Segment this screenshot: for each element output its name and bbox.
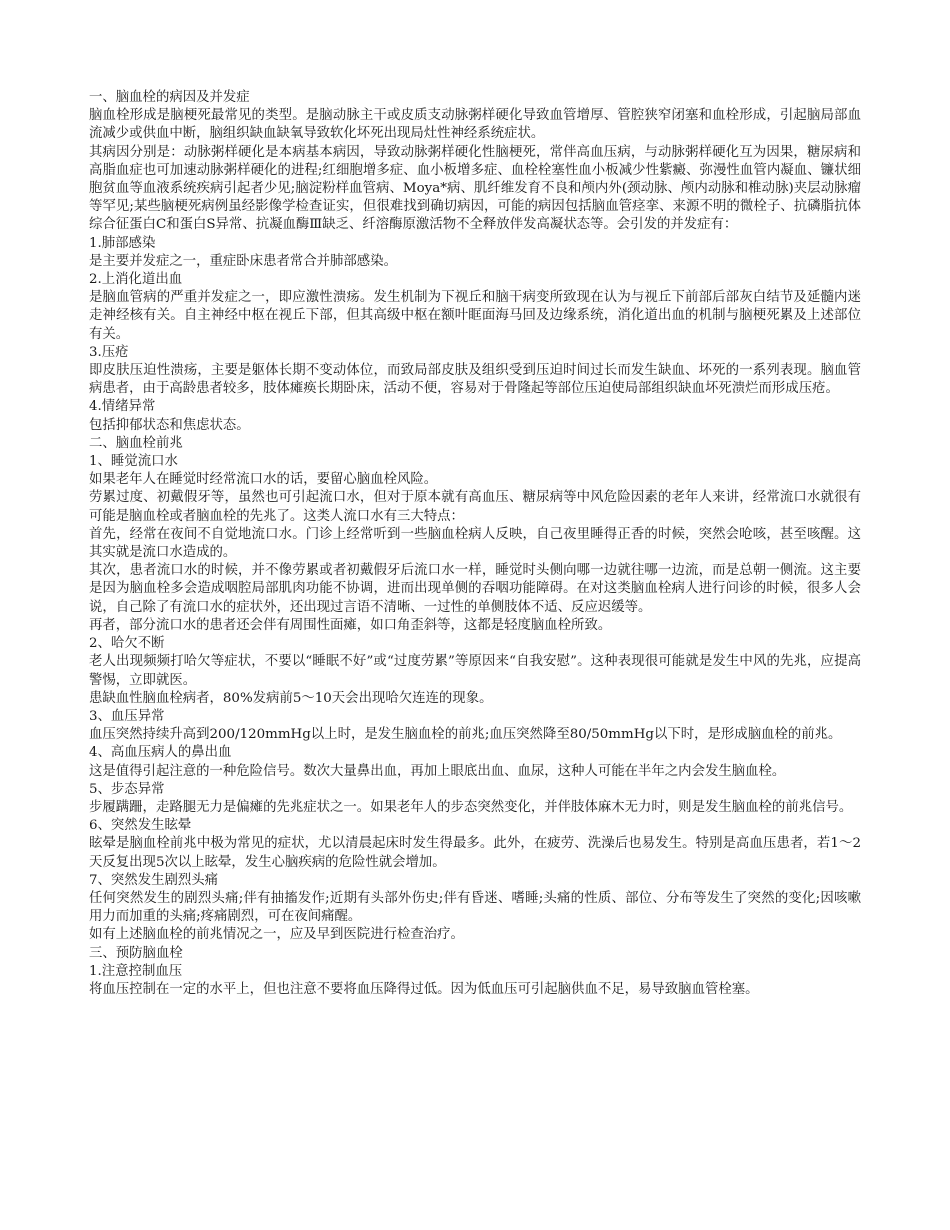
paragraph: 劳累过度、初戴假牙等，虽然也可引起流口水，但对于原本就有高血压、糖尿病等中风危险因素的老年人来讲，经常流口水就很有可能是脑血栓或者脑血栓的先兆了。这类人流口水有三大特点： [89,490,861,524]
paragraph: 再者，部分流口水的患者还会伴有周围性面瘫，如口角歪斜等，这都是轻度脑血栓所致。 [89,617,612,633]
section-heading: 三、预防脑血栓 [89,945,183,961]
paragraph: 将血压控制在一定的水平上，但也注意不要将血压降得过低。因为低血压可引起脑供血不足，易导致脑血管栓塞。 [89,981,759,997]
paragraph: 任何突然发生的剧烈头痛;伴有抽搐发作;近期有头部外伤史;伴有昏迷、嗜睡;头痛的性质、部位、分布等发生了突然的变化;因咳嗽用力而加重的头痛;疼痛剧烈，可在夜间痛醒。 [89,890,861,925]
paragraph: 如果老年人在睡觉时经常流口水的话，要留心脑血栓风险。 [89,472,438,488]
subheading: 2、哈欠不断 [89,636,165,652]
paragraph: 患缺血性脑血栓病者，80%发病前5～10天会出现哈欠连连的现象。 [89,690,493,706]
paragraph: 首先，经常在夜间不自觉地流口水。门诊上经常听到一些脑血栓病人反映，自己夜里睡得正香的时候，突然会呛咳，甚至咳醒。这其实就是流口水造成的。 [89,526,861,561]
paragraph: 老人出现频频打哈欠等症状，不要以“睡眠不好”或“过度劳累”等原因来“自我安慰”。这种表现很可能就是发生中风的先兆，应提高警惕，立即就医。 [89,654,861,688]
subheading: 3、血压异常 [89,708,165,724]
paragraph: 脑血栓形成是脑梗死最常见的类型。是脑动脉主干或皮质支动脉粥样硬化导致血管增厚、管腔狭窄闭塞和血栓形成，引起脑局部血流减少或供血中断，脑组织缺血缺氧导致软化坏死出现局灶性神经系统症状。 [89,108,861,142]
subheading: 6、突然发生眩晕 [89,818,192,834]
subheading: 5、步态异常 [89,781,165,797]
paragraph: 是主要并发症之一，重症卧床患者常合并肺部感染。 [89,253,397,269]
paragraph: 这是值得引起注意的一种危险信号。数次大量鼻出血，再加上眼底出血、血尿，这种人可能在半年之内会发生脑血栓。 [89,763,786,779]
paragraph: 眩晕是脑血栓前兆中极为常见的症状，尤以清晨起床时发生得最多。此外，在疲劳、洗澡后也易发生。特别是高血压患者，若1～2天反复出现5次以上眩晕，发生心脑疾病的危险性就会增加。 [89,836,861,870]
paragraph: 包括抑郁状态和焦虑状态。 [89,417,250,433]
subheading: 1.注意控制血压 [89,963,183,979]
paragraph: 其病因分别是：动脉粥样硬化是本病基本病因，导致动脉粥样硬化性脑梗死，常伴高血压病，与动脉粥样硬化互为因果，糖尿病和高脂血症也可加速动脉粥样硬化的进程;红细胞增多症、血小板增多症、血栓栓塞性血小板减少性紫癜、弥漫性血管内凝血、镰状细胞贫血等血液系统疾病引起者少见;脑淀粉样血管病、Moya*病、肌纤维发育不良和颅内外(颈动脉、颅内动脉和椎动脉)夹层动脉瘤等罕见;某些脑梗死病例虽经影像学检查证实，但很难找到确切病因，可能的病因包括脑血管痉挛、来源不明的微栓子、抗磷脂抗体综合征蛋白C和蛋白S异常、抗凝血酶Ⅲ缺乏、纤溶酶原激活物不全释放伴发高凝状态等。会引发的并发症有： [89,144,861,233]
section-heading: 二、脑血栓前兆 [89,435,183,451]
subheading: 4.情绪异常 [89,399,156,415]
subheading: 2.上消化道出血 [89,272,183,288]
paragraph: 血压突然持续升高到200/120mmHg以上时，是发生脑血栓的前兆;血压突然降至80/50mmHg以下时，是形成脑血栓的前兆。 [89,727,842,743]
subheading: 4、高血压病人的鼻出血 [89,745,232,761]
subheading: 3.压疮 [89,344,129,360]
subheading: 7、突然发生剧烈头痛 [89,872,219,888]
subheading: 1、睡觉流口水 [89,454,178,470]
paragraph: 其次，患者流口水的时候，并不像劳累或者初戴假牙后流口水一样，睡觉时头侧向哪一边就往哪一边流，而是总朝一侧流。这主要是因为脑血栓多会造成咽腔局部肌肉功能不协调，进而出现单侧的吞咽功能障碍。在对这类脑血栓病人进行问诊的时候，很多人会说，自己除了有流口水的症状外，还出现过言语不清晰、一过性的单侧肢体不适、反应迟缓等。 [89,563,861,615]
paragraph: 是脑血管病的严重并发症之一，即应激性溃疡。发生机制为下视丘和脑干病变所致现在认为与视丘下前部后部灰白结节及延髓内迷走神经核有关。自主神经中枢在视丘下部，但其高级中枢在额叶眶面海马回及边缘系统，消化道出血的机制与脑梗死累及上述部位有关。 [89,290,861,342]
section-heading: 一、脑血栓的病因及并发症 [89,90,250,105]
paragraph: 即皮肤压迫性溃疡，主要是躯体长期不变动体位，而致局部皮肤及组织受到压迫时间过长而发生缺血、坏死的一系列表现。脑血管病患者，由于高龄患者较多，肢体瘫痪长期卧床，活动不便，容易对于骨隆起等部位压迫使局部组织缺血坏死溃烂而形成压疮。 [89,363,861,397]
document-body [89,89,861,999]
paragraph: 步履蹒跚，走路腿无力是偏瘫的先兆症状之一。如果老年人的步态突然变化，并伴肢体麻木无力时，则是发生脑血栓的前兆信号。 [89,799,853,815]
paragraph: 如有上述脑血栓的前兆情况之一，应及早到医院进行检查治疗。 [89,927,464,943]
subheading: 1.肺部感染 [89,235,156,251]
